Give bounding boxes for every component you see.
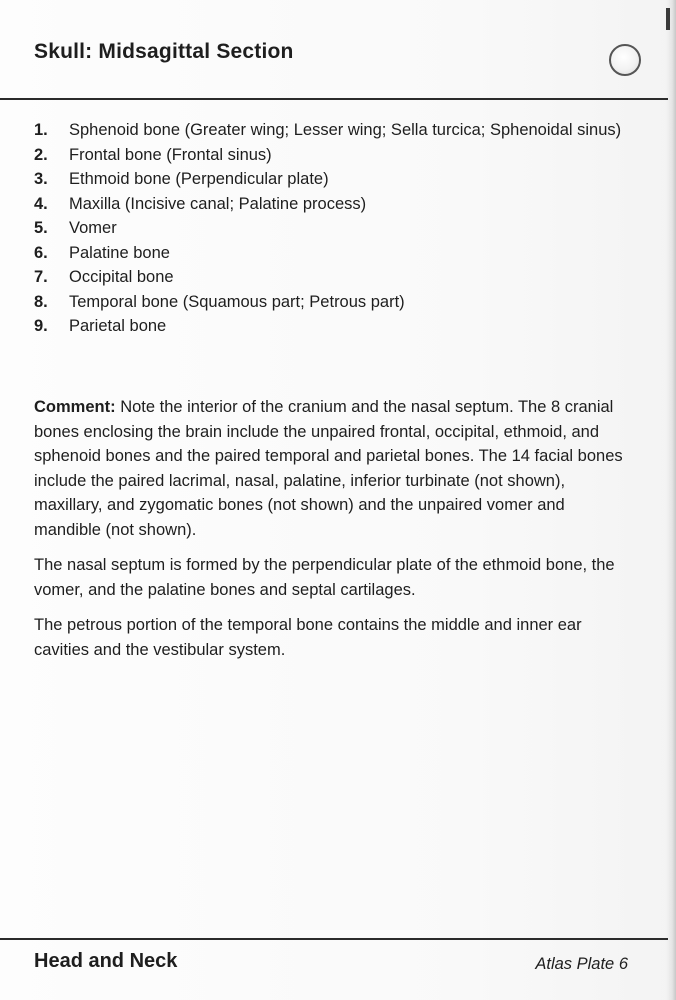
punch-hole — [609, 44, 641, 76]
list-item — [34, 265, 624, 290]
comment-paragraph: The nasal septum is formed by the perpendicular plate of the ethmoid bone, the vomer, and the palatine bones and septal cartilages. — [34, 556, 615, 599]
header-divider — [0, 98, 668, 100]
item-number: 2. — [34, 145, 48, 164]
item-text: Parietal bone — [69, 317, 167, 335]
item-number: 9. — [34, 317, 48, 335]
comment-section — [34, 395, 630, 673]
item-text: Ethmoid bone (Perpendicular plate) — [69, 170, 329, 188]
page-edge-mark — [666, 8, 670, 30]
item-text: Temporal bone (Squamous part; Petrous part) — [69, 292, 405, 311]
list-item — [34, 216, 624, 241]
page-title: Skull: Midsagittal Section — [34, 40, 294, 63]
item-text: Vomer — [69, 219, 117, 237]
list-item — [34, 290, 624, 315]
list-item — [34, 241, 624, 266]
item-text: Occipital bone — [69, 268, 174, 286]
item-text: Sphenoid bone (Greater wing; Lesser wing; Sella turcica; Sphenoidal sinus) — [69, 121, 622, 139]
list-item — [34, 118, 624, 143]
page-edge-shadow — [666, 0, 676, 1000]
item-text: Maxilla (Incisive canal; Palatine process) — [69, 194, 367, 213]
comment-paragraph — [34, 395, 630, 542]
item-text: Palatine bone — [69, 243, 170, 262]
footer-divider — [0, 938, 668, 940]
list-item — [34, 143, 624, 168]
item-number: 4. — [34, 194, 48, 213]
footer-section-title: Head and Neck — [34, 950, 178, 972]
bone-list — [34, 118, 624, 339]
item-number: 3. — [34, 170, 48, 188]
item-number: 1. — [34, 121, 48, 139]
list-item — [34, 192, 624, 217]
plate-number: Atlas Plate 6 — [535, 955, 628, 973]
item-number: 6. — [34, 243, 48, 262]
list-item — [34, 167, 624, 192]
comment-label: Comment: — [34, 398, 116, 416]
item-number: 5. — [34, 219, 48, 237]
item-number: 7. — [34, 268, 48, 286]
comment-paragraph: The petrous portion of the temporal bone contains the middle and inner ear cavities and the vestibular system. — [34, 616, 582, 659]
item-text: Frontal bone (Frontal sinus) — [69, 145, 272, 164]
item-number: 8. — [34, 292, 48, 311]
list-item — [34, 314, 624, 339]
comment-text: Note the interior of the cranium and the nasal septum. The 8 cranial bones enclosing the brain include the unpaired frontal, occipital, ethmoid, and sphenoid bones and the paired temporal and parietal bones. The 14 facial bones include the paired lacrimal, nasal, palatine, inferior turbinate (not shown), maxillary, and zygomatic bones (not shown) and the unpaired vomer and mandible (not shown). — [34, 398, 623, 539]
